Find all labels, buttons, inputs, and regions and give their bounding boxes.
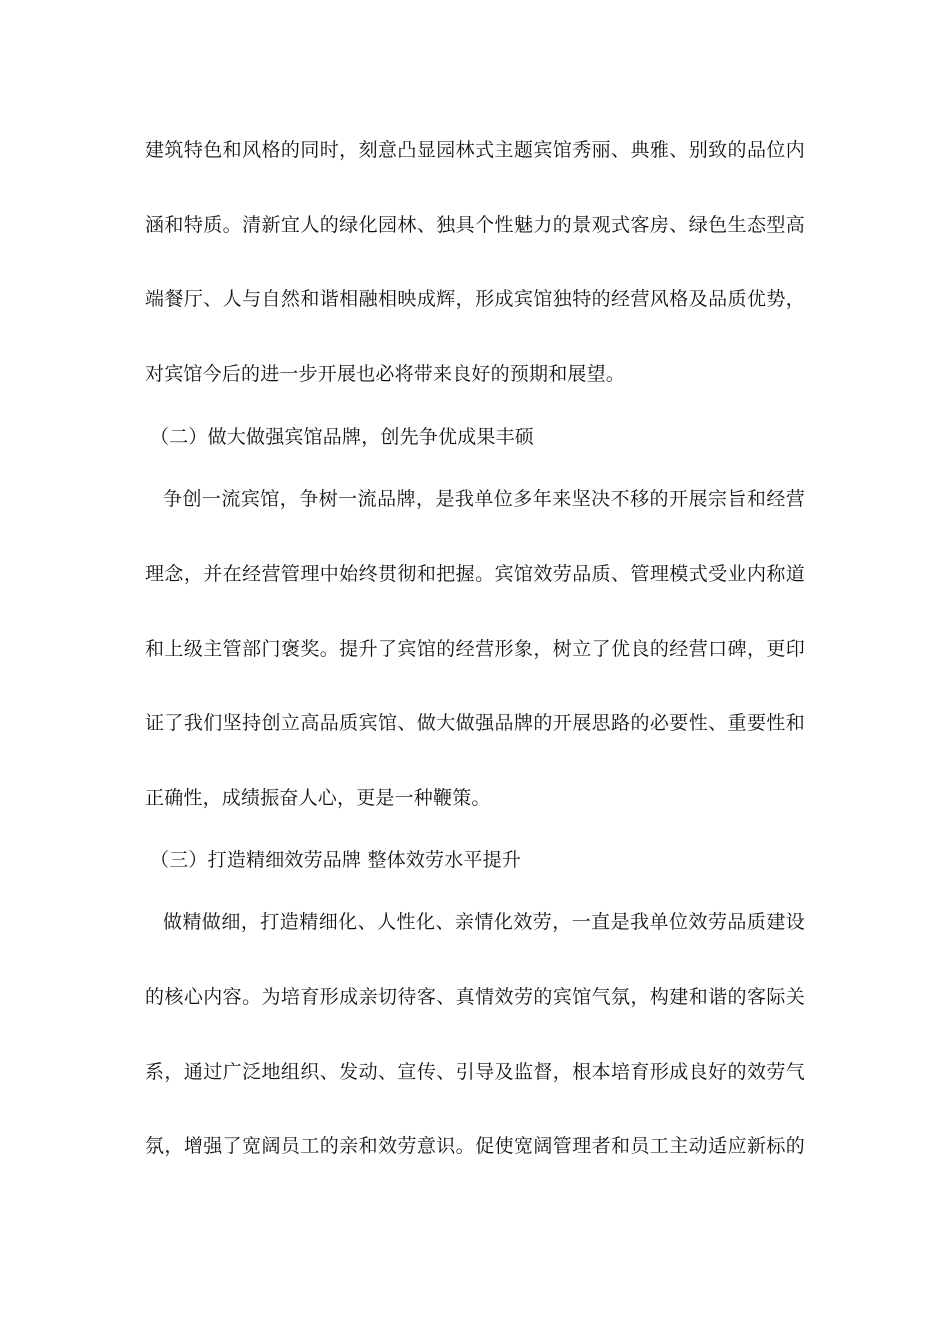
paragraph-line: 证了我们坚持创立高品质宾馆、做大做强品牌的开展思路的必要性、重要性和 — [145, 712, 805, 734]
paragraph-line: 做精做细，打造精细化、人性化、亲情化效劳，一直是我单位效劳品质建设 — [163, 911, 805, 933]
paragraph-line: 理念，并在经营管理中始终贯彻和把握。宾馆效劳品质、管理模式受业内称道 — [145, 563, 805, 585]
paragraph-line: 和上级主管部门褒奖。提升了宾馆的经营形象，树立了优良的经营口碑，更印 — [145, 638, 805, 660]
paragraph-line: 系，通过广泛地组织、发动、宣传、引导及监督，根本培育形成良好的效劳气 — [145, 1061, 805, 1083]
paragraph-line: 对宾馆今后的进一步开展也必将带来良好的预期和展望。 — [145, 363, 626, 385]
section-heading-2: （二）做大做强宾馆品牌，创先争优成果丰硕 — [150, 426, 535, 448]
paragraph-line: 端餐厅、人与自然和谐相融相映成辉，形成宾馆独特的经营风格及品质优势， — [145, 288, 805, 310]
paragraph-line: 的核心内容。为培育形成亲切待客、真情效劳的宾馆气氛，构建和谐的客际关 — [145, 986, 805, 1008]
paragraph-line: 建筑特色和风格的同时，刻意凸显园林式主题宾馆秀丽、典雅、别致的品位内 — [145, 139, 805, 161]
paragraph-line: 涵和特质。清新宜人的绿化园林、独具个性魅力的景观式客房、绿色生态型高 — [145, 214, 805, 236]
paragraph-line: 氛，增强了宽阔员工的亲和效劳意识。促使宽阔管理者和员工主动适应新标的 — [145, 1135, 805, 1157]
paragraph-line: 争创一流宾馆，争树一流品牌，是我单位多年来坚决不移的开展宗旨和经营 — [163, 488, 805, 510]
paragraph-line: 正确性，成绩振奋人心，更是一种鞭策。 — [145, 787, 491, 809]
section-heading-3: （三）打造精细效劳品牌 整体效劳水平提升 — [150, 849, 522, 871]
